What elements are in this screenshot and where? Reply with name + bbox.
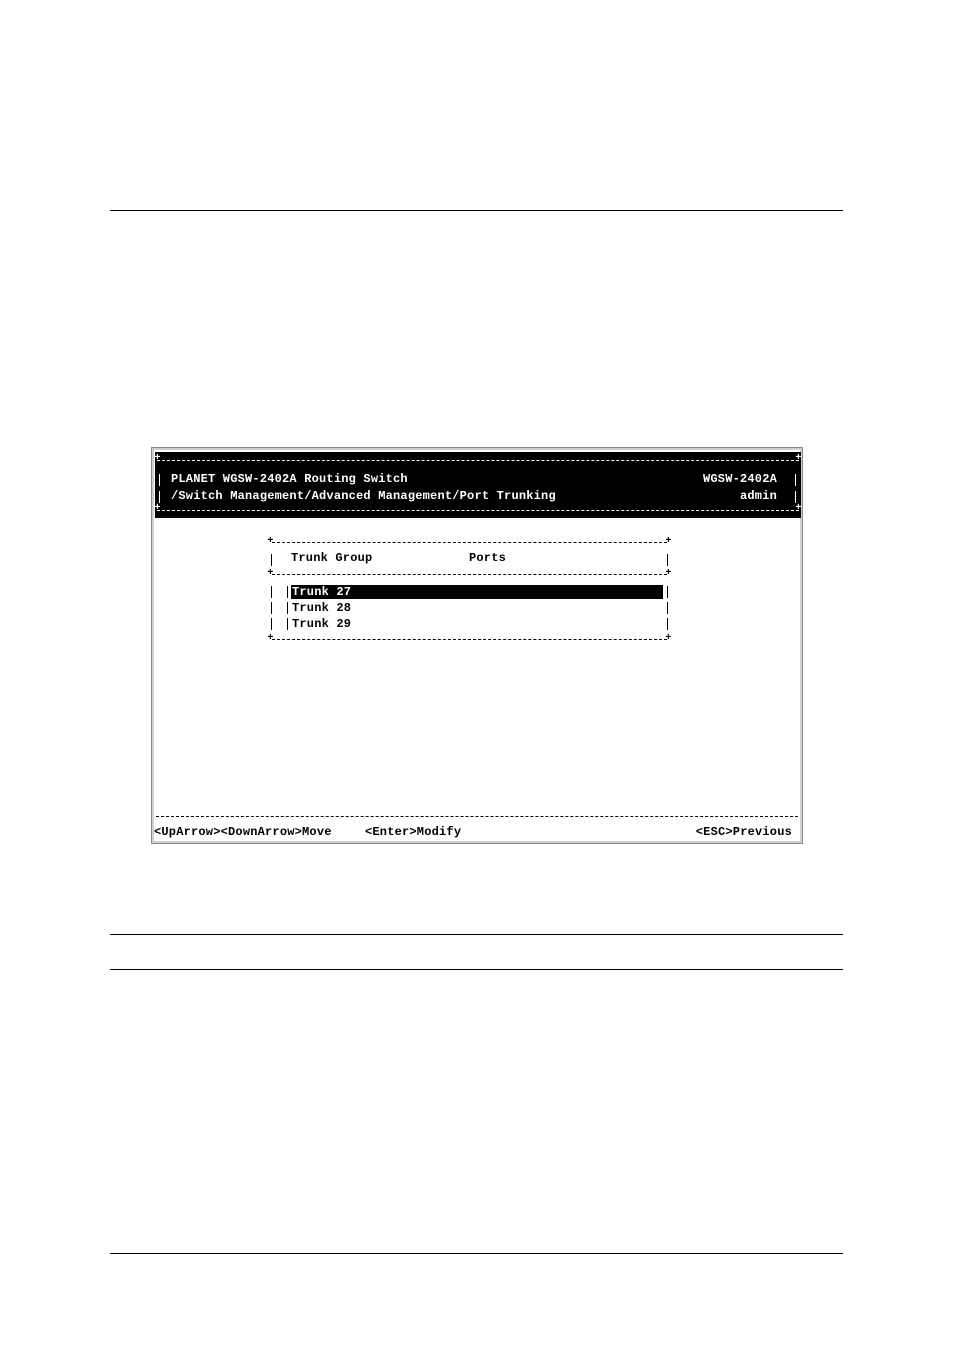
terminal-window	[151, 447, 803, 844]
footer-move-hint: <UpArrow><DownArrow>Move	[154, 825, 332, 839]
header-title: PLANET WGSW-2402A Routing Switch	[171, 472, 408, 486]
page-top-rule	[110, 210, 843, 211]
row-3-inner-bar	[287, 618, 288, 630]
table-corner-ml: +	[267, 568, 274, 579]
header-model: WGSW-2402A	[702, 472, 777, 486]
footer-separator	[156, 816, 798, 817]
table-corner-br: +	[665, 633, 672, 644]
table-top-border	[272, 542, 667, 543]
row-1-inner-bar	[287, 586, 288, 598]
row-2-inner-bar	[287, 602, 288, 614]
table-corner-tl: +	[267, 536, 274, 547]
header-left-bar-2	[159, 491, 160, 503]
header-left-bar-1	[159, 474, 160, 486]
header-bottom-border	[157, 510, 799, 511]
table-corner-mr: +	[665, 568, 672, 579]
column-header-ports: Ports	[469, 551, 507, 565]
table-corner-bl: +	[267, 633, 274, 644]
row-label: Trunk 29	[292, 617, 352, 631]
row-1-right-bar	[667, 586, 668, 598]
header-corner-br: +	[795, 503, 802, 514]
table-row-trunk-27[interactable]	[291, 585, 663, 599]
row-label: Trunk 28	[292, 601, 352, 615]
table-corner-tr: +	[665, 536, 672, 547]
page-mid-rule-2	[110, 969, 843, 970]
header-corner-tl: +	[154, 453, 161, 464]
table-row-trunk-29[interactable]	[291, 617, 663, 631]
column-header-trunk-group: Trunk Group	[291, 551, 373, 565]
trunk-table	[268, 538, 671, 646]
footer-modify-hint: <Enter>Modify	[365, 825, 462, 839]
table-row-trunk-28[interactable]	[291, 601, 663, 615]
row-2-left-bar	[271, 602, 272, 614]
row-3-left-bar	[271, 618, 272, 630]
table-bottom-border	[272, 639, 667, 640]
row-3-right-bar	[667, 618, 668, 630]
header-right-bar-2	[795, 491, 796, 503]
table-right-bar	[667, 554, 668, 566]
row-label: Trunk 27	[292, 585, 352, 599]
page-mid-rule-1	[110, 934, 843, 935]
row-1-left-bar	[271, 586, 272, 598]
header-top-border	[157, 460, 799, 461]
page-bottom-rule	[110, 1253, 843, 1254]
terminal-header	[155, 452, 801, 518]
header-corner-bl: +	[154, 503, 161, 514]
row-2-right-bar	[667, 602, 668, 614]
header-user: admin	[739, 489, 777, 503]
table-left-bar	[271, 554, 272, 566]
header-path: /Switch Management/Advanced Management/Port Trunking	[171, 489, 556, 503]
header-corner-tr: +	[795, 453, 802, 464]
table-header-border	[272, 574, 667, 575]
footer-previous-hint: <ESC>Previous	[695, 825, 792, 839]
header-right-bar-1	[795, 474, 796, 486]
